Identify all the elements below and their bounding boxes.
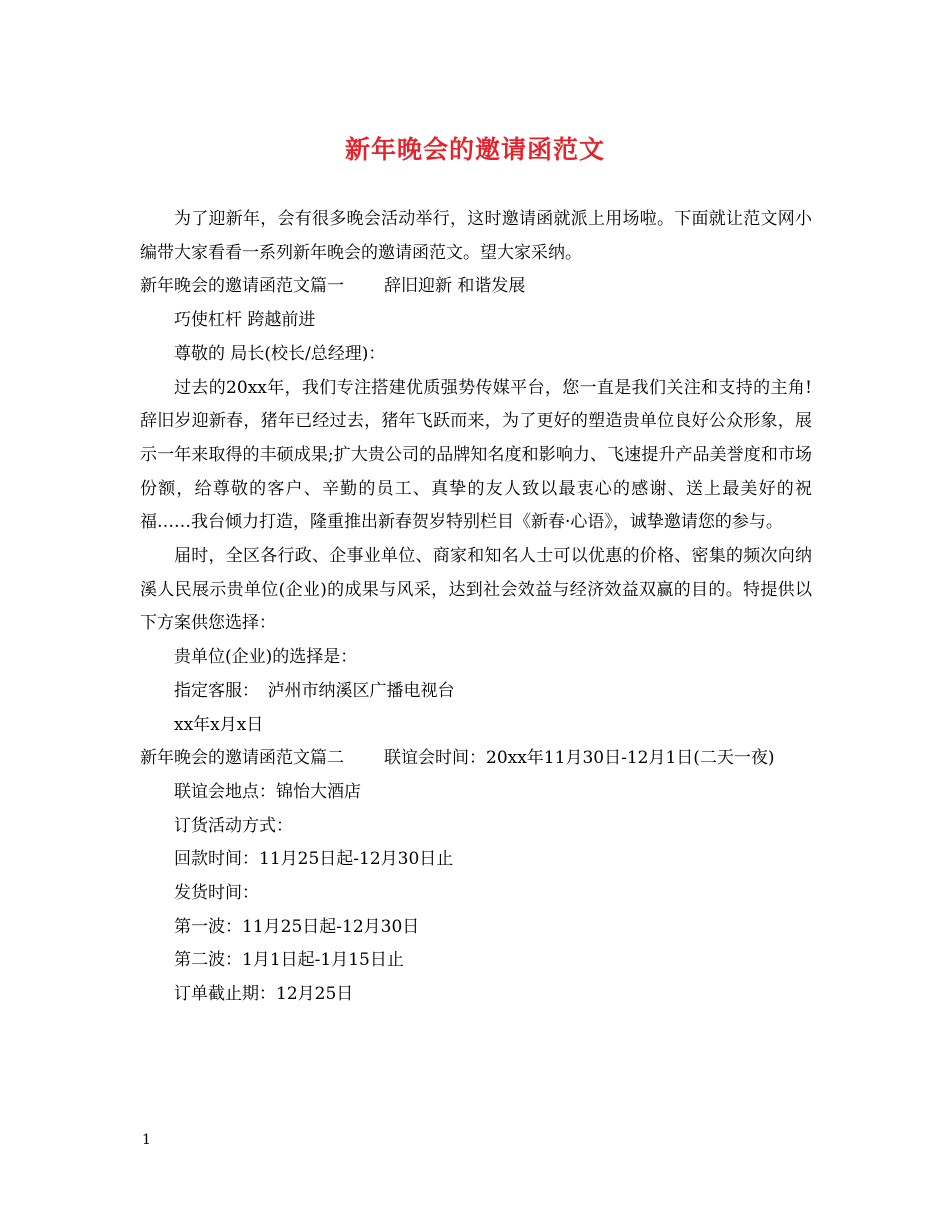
intro-paragraph: 为了迎新年，会有很多晚会活动举行，这时邀请函就派上用场啦。下面就让范文网小编带大家看看一系列新年晚会的邀请函范文。望大家采纳。 (140, 209, 812, 263)
section2-deadline: 订单截止期：12月25日 (174, 984, 354, 1005)
section1-slogan2: 巧使杠杆 跨越前进 (174, 310, 316, 331)
section1-paragraph2: 届时，全区各行政、企事业单位、商家和知名人士可以优惠的价格、密集的频次向纳溪人民展示贵单位(企业)的成果与风采，达到社会效益与经济效益双赢的目的。特提供以下方案供您选择： (140, 546, 812, 634)
section2-wave1: 第一波：11月25日起-12月30日 (174, 916, 420, 937)
section1-heading: 新年晚会的邀请函范文篇一 (140, 276, 344, 297)
section1-salutation: 尊敬的 局长(校长/总经理)： (174, 343, 386, 364)
section1-slogan1: 辞旧迎新 和谐发展 (384, 276, 526, 297)
section2-order-method: 订货活动方式： (174, 815, 293, 836)
section1-choice: 贵单位(企业)的选择是： (174, 647, 358, 668)
section2-payment: 回款时间：11月25日起-12月30日止 (174, 849, 454, 870)
section2-heading: 新年晚会的邀请函范文篇二 (140, 748, 344, 769)
document-body (140, 203, 812, 1012)
section2-venue: 联谊会地点：锦怡大酒店 (174, 781, 361, 802)
page-number: 1 (142, 1132, 151, 1148)
section1-heading-line (140, 270, 812, 304)
section2-wave2: 第二波：1月1日起-1月15日止 (174, 950, 404, 971)
section2-shipping: 发货时间： (174, 883, 259, 904)
section1-service: 指定客服： 泸州市纳溪区广播电视台 (174, 680, 455, 701)
section2-heading-line (140, 742, 812, 776)
section2-time: 联谊会时间：20xx年11月30日-12月1日(二天一夜) (384, 748, 775, 769)
section1-paragraph1: 过去的20xx年，我们专注搭建优质强势传媒平台，您一直是我们关注和支持的主角!辞旧岁迎新春，猪年已经过去，猪年飞跃而来，为了更好的塑造贵单位良好公众形象，展示一年来取得的丰硕成果;扩大贵公司的品牌知名度和影响力、飞速提升产品美誉度和市场份额，给尊敬的客户、辛勤的员工、真挚的友人致以最衷心的感谢、送上最美好的祝福……我台倾力打造，隆重推出新春贺岁特别栏目《新春·心语》，诚挚邀请您的参与。 (140, 377, 812, 533)
section1-date: xx年x月x日 (174, 714, 264, 735)
document-title: 新年晚会的邀请函范文 (344, 135, 605, 164)
